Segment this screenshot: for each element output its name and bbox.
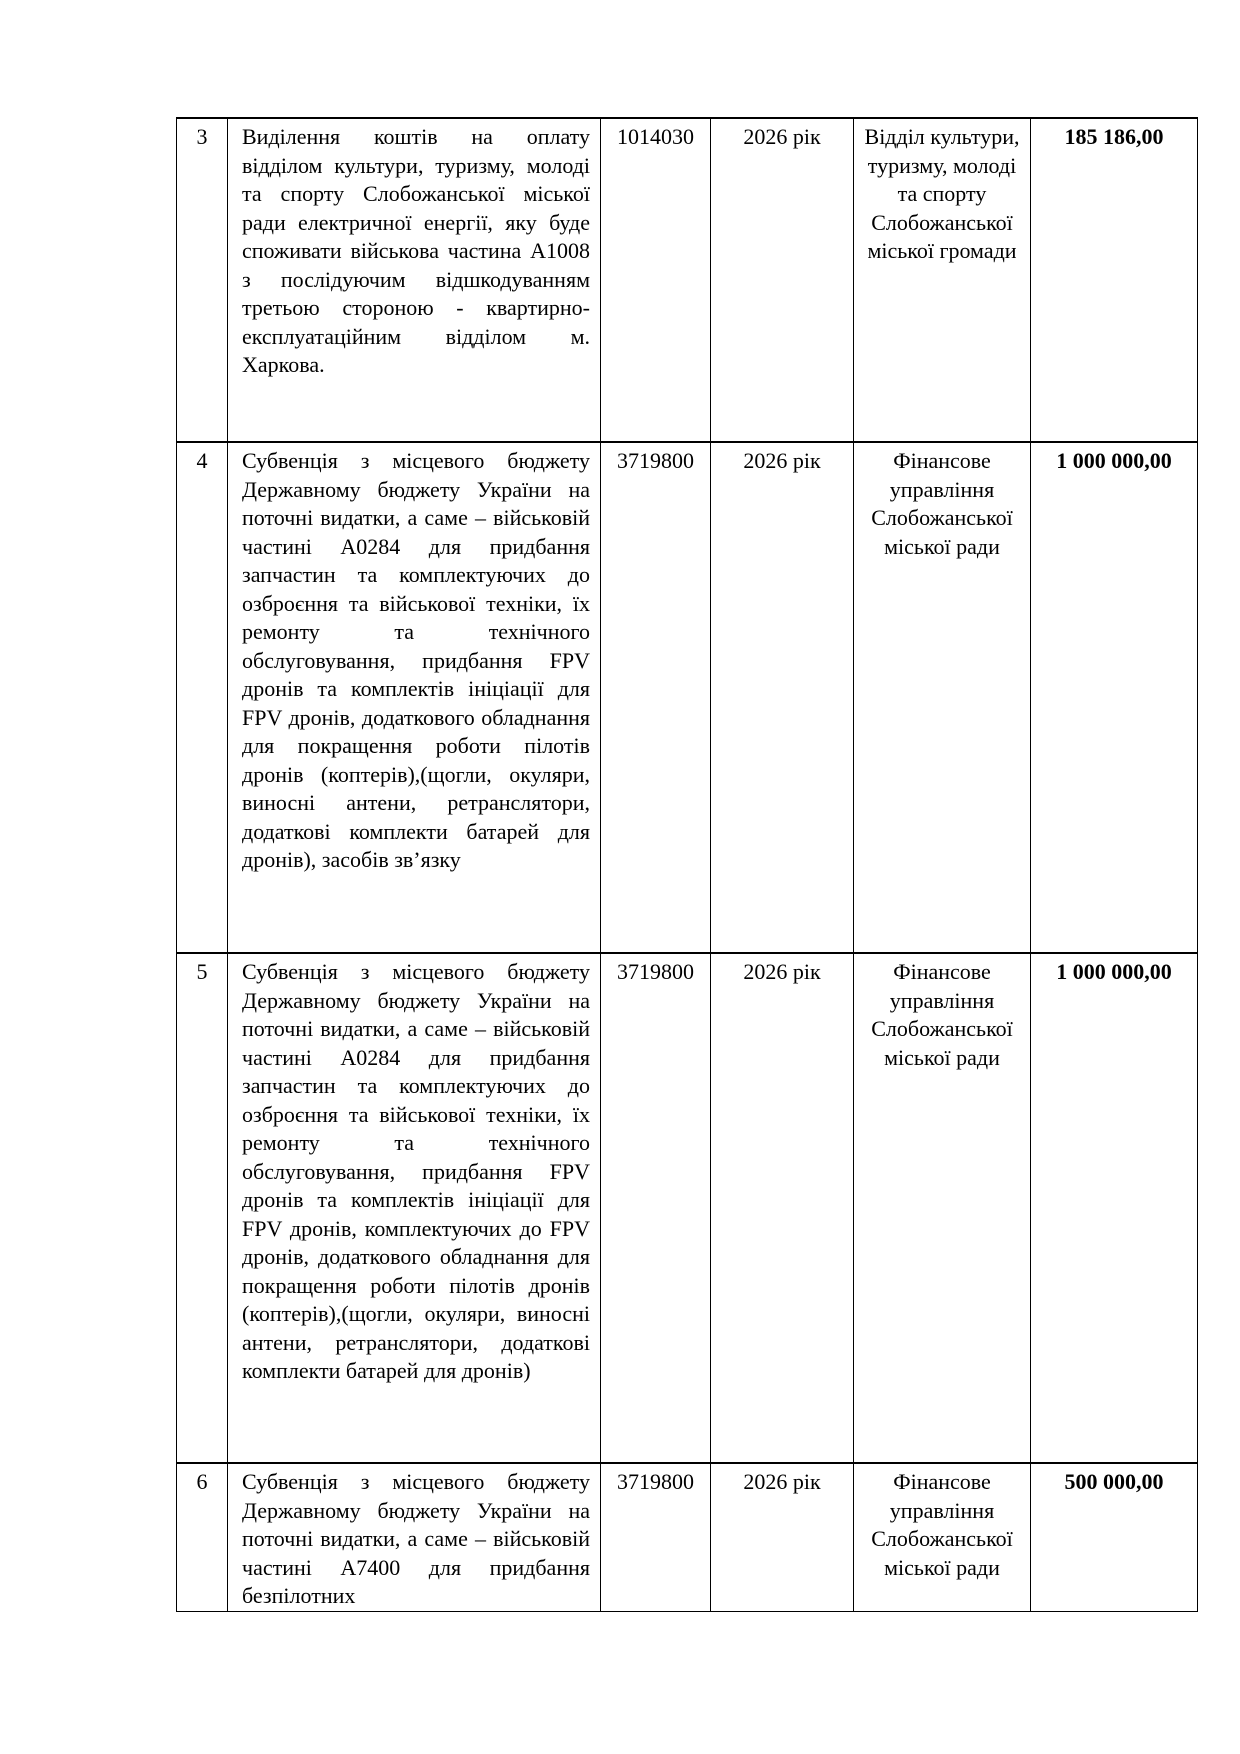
- amount: 500 000,00: [1031, 1463, 1198, 1611]
- amount: 1 000 000,00: [1031, 953, 1198, 1463]
- row-number: 4: [177, 442, 228, 953]
- responsible-executor: Фінансове управління Слобожанської міської ради: [854, 1463, 1031, 1611]
- measure-description: Субвенція з місцевого бюджету Державному бюджету України на поточні видатки, а саме – військовій частині А0284 для придбання запчастин та комплектуючих до озброєння та військової техніки, їх ремонту та технічного обслуговування, придбання FPV дронів та комплектів ініціації для FPV дронів, додаткового обладнання для покращення роботи пілотів дронів (коптерів),(щогли, окуляри, виносні антени, ретранслятори, додаткові комплекти батарей для дронів), засобів зв’язку: [228, 442, 601, 953]
- row-number: 5: [177, 953, 228, 1463]
- budget-code: 3719800: [601, 442, 711, 953]
- term: 2026 рік: [711, 1463, 854, 1611]
- table-row: [177, 442, 1198, 953]
- row-number: 3: [177, 118, 228, 442]
- term: 2026 рік: [711, 118, 854, 442]
- table-row: [177, 118, 1198, 442]
- budget-code: 3719800: [601, 1463, 711, 1611]
- row-number: 6: [177, 1463, 228, 1611]
- responsible-executor: Відділ культури, туризму, молоді та спорту Слобожанської міської громади: [854, 118, 1031, 442]
- term: 2026 рік: [711, 442, 854, 953]
- responsible-executor: Фінансове управління Слобожанської міської ради: [854, 953, 1031, 1463]
- amount: 1 000 000,00: [1031, 442, 1198, 953]
- measure-description: Виділення коштів на оплату відділом культури, туризму, молоді та спорту Слобожанської міської ради електричної енергії, яку буде споживати військова частина А1008 з послідуючим відшкодуванням третьою стороною - квартирно-експлуатаційним відділом м. Харкова.: [228, 118, 601, 442]
- amount: 185 186,00: [1031, 118, 1198, 442]
- program-measures-table: [176, 117, 1198, 1612]
- responsible-executor: Фінансове управління Слобожанської міської ради: [854, 442, 1031, 953]
- measure-description: Субвенція з місцевого бюджету Державному бюджету України на поточні видатки, а саме – військовій частині А7400 для придбання безпілотних: [228, 1463, 601, 1611]
- table-row: [177, 953, 1198, 1463]
- budget-code: 3719800: [601, 953, 711, 1463]
- measure-description: Субвенція з місцевого бюджету Державному бюджету України на поточні видатки, а саме – військовій частині А0284 для придбання запчастин та комплектуючих до озброєння та військової техніки, їх ремонту та технічного обслуговування, придбання FPV дронів та комплектів ініціації для FPV дронів, комплектуючих до FPV дронів, додаткового обладнання для покращення роботи пілотів дронів (коптерів),(щогли, окуляри, виносні антени, ретранслятори, додаткові комплекти батарей для дронів): [228, 953, 601, 1463]
- table-row: [177, 1463, 1198, 1611]
- term: 2026 рік: [711, 953, 854, 1463]
- budget-code: 1014030: [601, 118, 711, 442]
